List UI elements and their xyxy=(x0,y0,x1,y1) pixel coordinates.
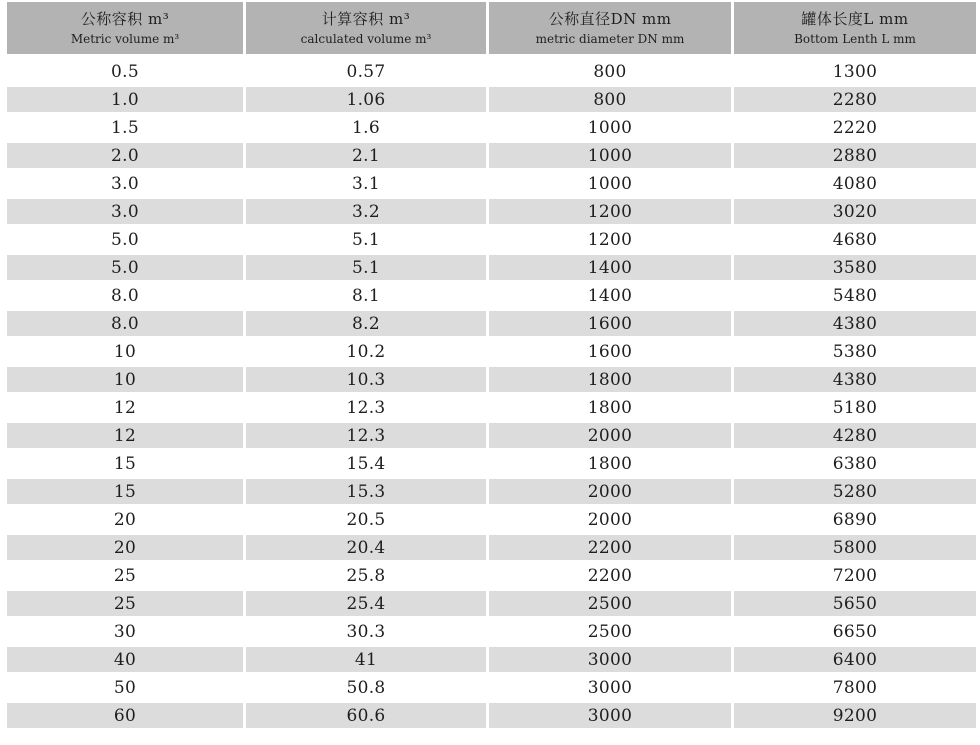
metric-diameter-cell: 1800 xyxy=(489,367,731,395)
bottom-length-cell: 4080 xyxy=(734,171,976,199)
bottom-length-cell: 7800 xyxy=(734,675,976,703)
table-row xyxy=(7,87,976,115)
bottom-length-cell: 4280 xyxy=(734,423,976,451)
calculated-volume-cell: 0.57 xyxy=(246,59,486,87)
table-row xyxy=(7,339,976,367)
bottom-length-cell: 5280 xyxy=(734,479,976,507)
metric-volume-cell: 8.0 xyxy=(7,283,243,311)
metric-diameter-cell: 2000 xyxy=(489,423,731,451)
calculated-volume-cell: 20.4 xyxy=(246,535,486,563)
metric-volume-cell: 5.0 xyxy=(7,227,243,255)
metric-diameter-cell: 3000 xyxy=(489,675,731,703)
bottom-length-cell: 7200 xyxy=(734,563,976,591)
table-row xyxy=(7,255,976,283)
metric-diameter-cell: 1400 xyxy=(489,283,731,311)
calculated-volume-cell: 50.8 xyxy=(246,675,486,703)
metric-volume-cell: 1.0 xyxy=(7,87,243,115)
metric-diameter-cell: 1000 xyxy=(489,143,731,171)
table-row xyxy=(7,647,976,675)
header-cn-label: 罐体长度L mm xyxy=(801,10,909,28)
metric-volume-cell: 2.0 xyxy=(7,143,243,171)
tank-spec-table xyxy=(4,2,979,731)
bottom-length-cell: 4680 xyxy=(734,227,976,255)
bottom-length-cell: 9200 xyxy=(734,703,976,731)
bottom-length-cell: 5180 xyxy=(734,395,976,423)
table-row xyxy=(7,311,976,339)
bottom-length-cell: 5480 xyxy=(734,283,976,311)
metric-volume-cell: 30 xyxy=(7,619,243,647)
calculated-volume-cell: 12.3 xyxy=(246,423,486,451)
metric-diameter-cell: 1400 xyxy=(489,255,731,283)
bottom-length-cell: 2880 xyxy=(734,143,976,171)
table-row xyxy=(7,563,976,591)
calculated-volume-cell: 10.3 xyxy=(246,367,486,395)
metric-diameter-cell: 1000 xyxy=(489,115,731,143)
metric-volume-cell: 60 xyxy=(7,703,243,731)
metric-volume-cell: 3.0 xyxy=(7,199,243,227)
calculated-volume-cell: 8.2 xyxy=(246,311,486,339)
metric-diameter-cell: 3000 xyxy=(489,647,731,675)
metric-volume-cell: 5.0 xyxy=(7,255,243,283)
bottom-length-cell: 3020 xyxy=(734,199,976,227)
calculated-volume-cell: 1.6 xyxy=(246,115,486,143)
header-bottom-length xyxy=(734,2,976,59)
table-row xyxy=(7,423,976,451)
metric-diameter-cell: 3000 xyxy=(489,703,731,731)
calculated-volume-cell: 2.1 xyxy=(246,143,486,171)
calculated-volume-cell: 15.4 xyxy=(246,451,486,479)
table-row xyxy=(7,59,976,87)
metric-diameter-cell: 1600 xyxy=(489,311,731,339)
metric-volume-cell: 10 xyxy=(7,367,243,395)
metric-volume-cell: 20 xyxy=(7,507,243,535)
table-row xyxy=(7,619,976,647)
calculated-volume-cell: 60.6 xyxy=(246,703,486,731)
metric-volume-cell: 40 xyxy=(7,647,243,675)
metric-diameter-cell: 2200 xyxy=(489,563,731,591)
bottom-length-cell: 4380 xyxy=(734,311,976,339)
table-row xyxy=(7,227,976,255)
metric-diameter-cell: 2000 xyxy=(489,507,731,535)
metric-volume-cell: 0.5 xyxy=(7,59,243,87)
calculated-volume-cell: 30.3 xyxy=(246,619,486,647)
calculated-volume-cell: 10.2 xyxy=(246,339,486,367)
header-cn-label: 计算容积 m³ xyxy=(321,10,411,28)
table-row xyxy=(7,143,976,171)
metric-volume-cell: 25 xyxy=(7,563,243,591)
calculated-volume-cell: 5.1 xyxy=(246,255,486,283)
header-en-label: Bottom Lenth L mm xyxy=(794,32,916,46)
metric-diameter-cell: 2200 xyxy=(489,535,731,563)
table-row xyxy=(7,507,976,535)
table-row xyxy=(7,115,976,143)
metric-volume-cell: 8.0 xyxy=(7,311,243,339)
table-row xyxy=(7,675,976,703)
calculated-volume-cell: 1.06 xyxy=(246,87,486,115)
table-row xyxy=(7,283,976,311)
table-row xyxy=(7,367,976,395)
metric-diameter-cell: 1800 xyxy=(489,395,731,423)
bottom-length-cell: 1300 xyxy=(734,59,976,87)
header-cn-label: 公称容积 m³ xyxy=(80,10,170,28)
metric-diameter-cell: 800 xyxy=(489,59,731,87)
metric-diameter-cell: 2500 xyxy=(489,591,731,619)
calculated-volume-cell: 12.3 xyxy=(246,395,486,423)
bottom-length-cell: 5380 xyxy=(734,339,976,367)
metric-diameter-cell: 2500 xyxy=(489,619,731,647)
calculated-volume-cell: 25.4 xyxy=(246,591,486,619)
bottom-length-cell: 5650 xyxy=(734,591,976,619)
metric-diameter-cell: 2000 xyxy=(489,479,731,507)
metric-volume-cell: 1.5 xyxy=(7,115,243,143)
bottom-length-cell: 6890 xyxy=(734,507,976,535)
calculated-volume-cell: 5.1 xyxy=(246,227,486,255)
bottom-length-cell: 2220 xyxy=(734,115,976,143)
header-en-label: calculated volume m³ xyxy=(300,32,432,46)
metric-volume-cell: 10 xyxy=(7,339,243,367)
bottom-length-cell: 2280 xyxy=(734,87,976,115)
metric-volume-cell: 12 xyxy=(7,423,243,451)
bottom-length-cell: 3580 xyxy=(734,255,976,283)
header-metric-diameter xyxy=(489,2,731,59)
calculated-volume-cell: 15.3 xyxy=(246,479,486,507)
header-en-label: metric diameter DN mm xyxy=(535,32,685,46)
metric-volume-cell: 15 xyxy=(7,479,243,507)
table-row xyxy=(7,591,976,619)
table-row xyxy=(7,171,976,199)
bottom-length-cell: 6400 xyxy=(734,647,976,675)
calculated-volume-cell: 3.2 xyxy=(246,199,486,227)
bottom-length-cell: 6380 xyxy=(734,451,976,479)
metric-volume-cell: 3.0 xyxy=(7,171,243,199)
metric-volume-cell: 12 xyxy=(7,395,243,423)
metric-diameter-cell: 1200 xyxy=(489,199,731,227)
table-row xyxy=(7,479,976,507)
header-en-label: Metric volume m³ xyxy=(70,32,180,46)
metric-volume-cell: 25 xyxy=(7,591,243,619)
metric-diameter-cell: 1000 xyxy=(489,171,731,199)
table-row xyxy=(7,199,976,227)
calculated-volume-cell: 41 xyxy=(246,647,486,675)
bottom-length-cell: 5800 xyxy=(734,535,976,563)
table-row xyxy=(7,395,976,423)
metric-diameter-cell: 1200 xyxy=(489,227,731,255)
metric-volume-cell: 50 xyxy=(7,675,243,703)
table-header xyxy=(7,2,976,59)
bottom-length-cell: 6650 xyxy=(734,619,976,647)
calculated-volume-cell: 25.8 xyxy=(246,563,486,591)
table-row xyxy=(7,451,976,479)
calculated-volume-cell: 3.1 xyxy=(246,171,486,199)
metric-diameter-cell: 1800 xyxy=(489,451,731,479)
header-cn-label: 公称直径DN mm xyxy=(548,10,672,28)
header-calculated-volume xyxy=(246,2,486,59)
metric-diameter-cell: 1600 xyxy=(489,339,731,367)
calculated-volume-cell: 8.1 xyxy=(246,283,486,311)
bottom-length-cell: 4380 xyxy=(734,367,976,395)
table-row xyxy=(7,535,976,563)
metric-volume-cell: 15 xyxy=(7,451,243,479)
calculated-volume-cell: 20.5 xyxy=(246,507,486,535)
header-metric-volume xyxy=(7,2,243,59)
table-row xyxy=(7,703,976,731)
metric-volume-cell: 20 xyxy=(7,535,243,563)
table-body xyxy=(7,59,976,731)
metric-diameter-cell: 800 xyxy=(489,87,731,115)
header-row xyxy=(7,2,976,59)
